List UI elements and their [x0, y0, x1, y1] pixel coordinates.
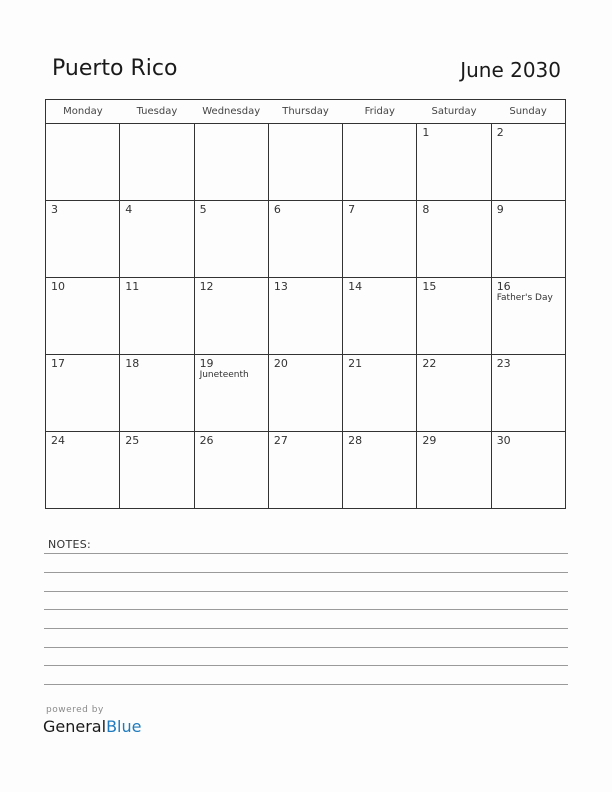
day-number: 22 [422, 357, 437, 370]
notes-line [44, 609, 568, 610]
day-number: 19 [199, 357, 214, 370]
calendar-day-cell [268, 124, 342, 201]
calendar-day-cell [268, 201, 342, 278]
calendar-day-cell [491, 201, 565, 278]
calendar-day-cell [417, 432, 491, 509]
calendar-day-cell [120, 355, 194, 432]
calendar-day-cell [417, 355, 491, 432]
notes-line [44, 647, 568, 648]
holiday-label: Juneteenth [199, 370, 249, 380]
weekday-header: Friday [343, 100, 417, 124]
notes-line [44, 628, 568, 629]
day-number [195, 124, 268, 126]
day-number [269, 124, 342, 126]
calendar-day-cell [491, 432, 565, 509]
notes-line [44, 684, 568, 685]
calendar-week-row [46, 278, 566, 355]
day-number: 3 [51, 203, 58, 216]
day-number: 25 [125, 434, 140, 447]
calendar-day-cell [46, 201, 120, 278]
calendar-day-cell [194, 201, 268, 278]
day-number: 13 [273, 280, 288, 293]
notes-line [44, 591, 568, 592]
day-number: 27 [273, 434, 288, 447]
calendar-day-cell [194, 355, 268, 432]
notes-line [44, 572, 568, 573]
brand-name-general: General [43, 717, 107, 736]
calendar-day-cell [491, 124, 565, 201]
calendar-day-cell [46, 432, 120, 509]
day-number: 8 [422, 203, 430, 216]
day-number: 29 [422, 434, 437, 447]
weekday-header: Sunday [491, 100, 565, 124]
day-number: 23 [496, 357, 511, 370]
day-number: 2 [496, 126, 504, 139]
calendar-day-cell [268, 355, 342, 432]
calendar-week-row [46, 201, 566, 278]
calendar-day-cell [194, 278, 268, 355]
calendar-week-row [46, 432, 566, 509]
calendar-day-cell [417, 278, 491, 355]
calendar-day-cell [46, 124, 120, 201]
day-number: 10 [51, 280, 65, 293]
day-number: 18 [125, 357, 140, 370]
weekday-header: Monday [46, 100, 120, 124]
calendar-day-cell [268, 278, 342, 355]
brand-name-blue: Blue [106, 717, 142, 736]
day-number: 20 [273, 357, 288, 370]
day-number [120, 124, 193, 126]
day-number: 14 [348, 280, 363, 293]
calendar-day-cell [194, 124, 268, 201]
weekday-header-row [46, 100, 566, 124]
calendar-day-cell [417, 201, 491, 278]
calendar-week-row [46, 355, 566, 432]
day-number: 26 [199, 434, 214, 447]
calendar-day-cell [343, 355, 417, 432]
calendar-day-cell [120, 201, 194, 278]
day-number: 28 [348, 434, 363, 447]
day-number [343, 124, 416, 126]
calendar-day-cell [46, 355, 120, 432]
day-number: 5 [199, 203, 207, 216]
calendar-day-cell [491, 278, 565, 355]
day-number: 11 [125, 280, 140, 293]
weekday-header: Thursday [268, 100, 342, 124]
calendar-day-cell [343, 432, 417, 509]
calendar-country-title: Puerto Rico [52, 56, 178, 81]
notes-line [44, 665, 568, 666]
weekday-header: Wednesday [194, 100, 268, 124]
notes-label: NOTES: [48, 538, 92, 551]
day-number: 15 [422, 280, 437, 293]
calendar-day-cell [491, 355, 565, 432]
generalblue-logo [43, 717, 141, 736]
notes-line [44, 553, 568, 554]
day-number: 9 [496, 203, 504, 216]
weekday-header: Saturday [417, 100, 491, 124]
calendar-day-cell [120, 124, 194, 201]
weekday-header: Tuesday [120, 100, 194, 124]
day-number: 7 [348, 203, 356, 216]
calendar-day-cell [120, 278, 194, 355]
calendar-day-cell [343, 201, 417, 278]
day-number: 4 [125, 203, 133, 216]
day-number: 30 [496, 434, 511, 447]
calendar-day-cell [268, 432, 342, 509]
calendar-day-cell [417, 124, 491, 201]
day-number: 17 [51, 357, 65, 370]
day-number [46, 124, 119, 126]
day-number: 12 [199, 280, 214, 293]
calendar-day-cell [343, 278, 417, 355]
calendar-day-cell [194, 432, 268, 509]
calendar-month-year: June 2030 [460, 58, 561, 82]
day-number: 6 [273, 203, 281, 216]
day-number: 24 [51, 434, 65, 447]
day-number: 16 [496, 280, 511, 293]
day-number: 21 [348, 357, 363, 370]
day-number: 1 [422, 126, 430, 139]
calendar-day-cell [46, 278, 120, 355]
holiday-label: Father's Day [496, 293, 553, 303]
powered-by-label: powered by [46, 705, 104, 715]
calendar-day-cell [343, 124, 417, 201]
calendar-week-row [46, 124, 566, 201]
calendar-grid [45, 99, 566, 509]
calendar-day-cell [120, 432, 194, 509]
